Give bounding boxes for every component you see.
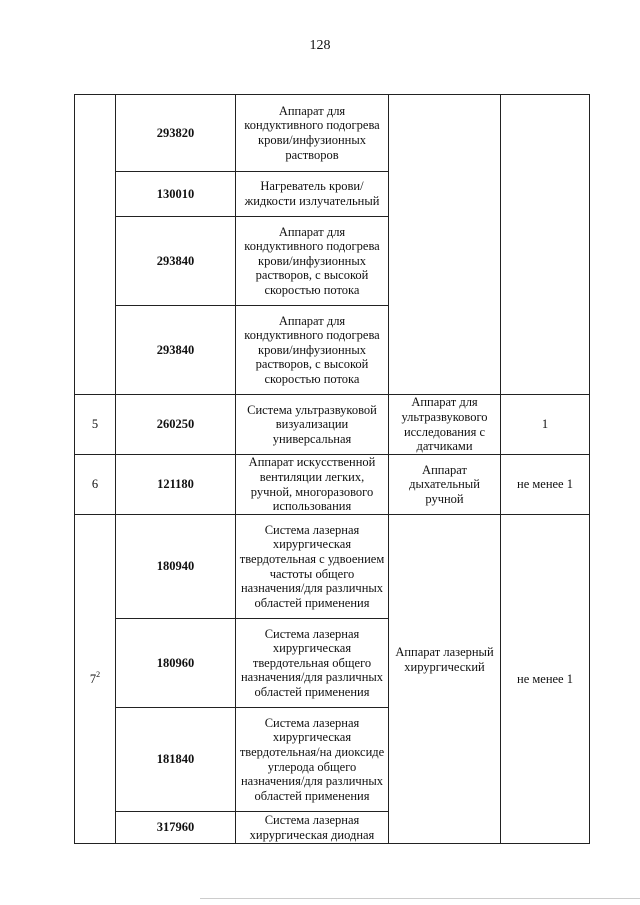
page-edge-line bbox=[200, 898, 640, 899]
code-cell: 293840 bbox=[116, 306, 236, 395]
code-cell: 317960 bbox=[116, 812, 236, 844]
name-cell: Аппарат для кондуктивного подогрева крови/инфузионных растворов, с высокой скоростью потока bbox=[236, 306, 389, 395]
table-row bbox=[75, 95, 590, 172]
quantity-cell: не менее 1 bbox=[501, 515, 590, 844]
code-cell: 121180 bbox=[116, 455, 236, 515]
name-cell: Аппарат для кондуктивного подогрева крови/инфузионных растворов, с высокой скоростью потока bbox=[236, 217, 389, 306]
code-cell: 181840 bbox=[116, 708, 236, 812]
quantity-cell: 1 bbox=[501, 395, 590, 455]
table-row bbox=[75, 515, 590, 619]
name-cell: Система лазерная хирургическая твердотельная общего назначения/для различных областей применения bbox=[236, 619, 389, 708]
name-cell: Нагреватель крови/жидкости излучательный bbox=[236, 172, 389, 217]
table-row bbox=[75, 455, 590, 515]
name-cell: Аппарат искусственной вентиляции легких, ручной, многоразового использования bbox=[236, 455, 389, 515]
code-cell: 130010 bbox=[116, 172, 236, 217]
quantity-cell bbox=[501, 95, 590, 395]
group-cell: Аппарат лазерный хирургический bbox=[389, 515, 501, 844]
row-number: 7 bbox=[89, 671, 97, 686]
name-cell: Система лазерная хирургическая диодная bbox=[236, 812, 389, 844]
code-cell: 260250 bbox=[116, 395, 236, 455]
name-cell: Система лазерная хирургическая твердотельная с удвоением частоты общего назначения/для различных областей применения bbox=[236, 515, 389, 619]
row-number-cell bbox=[75, 515, 116, 844]
equipment-table bbox=[74, 94, 590, 844]
page-number: 128 bbox=[309, 38, 331, 53]
code-cell: 180940 bbox=[116, 515, 236, 619]
group-cell: Аппарат для ультразвукового исследования с датчиками bbox=[389, 395, 501, 455]
group-cell: Аппарат дыхательный ручной bbox=[389, 455, 501, 515]
row-number-cell bbox=[75, 95, 116, 395]
row-number-cell: 5 bbox=[75, 395, 116, 455]
group-cell bbox=[389, 95, 501, 395]
table-row bbox=[75, 395, 590, 455]
name-cell: Система ультразвуковой визуализации универсальная bbox=[236, 395, 389, 455]
code-cell: 293840 bbox=[116, 217, 236, 306]
quantity-cell: не менее 1 bbox=[501, 455, 590, 515]
code-cell: 293820 bbox=[116, 95, 236, 172]
code-cell: 180960 bbox=[116, 619, 236, 708]
row-number-cell: 6 bbox=[75, 455, 116, 515]
row-number-superscript: 2 bbox=[96, 669, 101, 679]
name-cell: Аппарат для кондуктивного подогрева крови/инфузионных растворов bbox=[236, 95, 389, 172]
name-cell: Система лазерная хирургическая твердотельная/на диоксиде углерода общего назначения/для различных областей применения bbox=[236, 708, 389, 812]
